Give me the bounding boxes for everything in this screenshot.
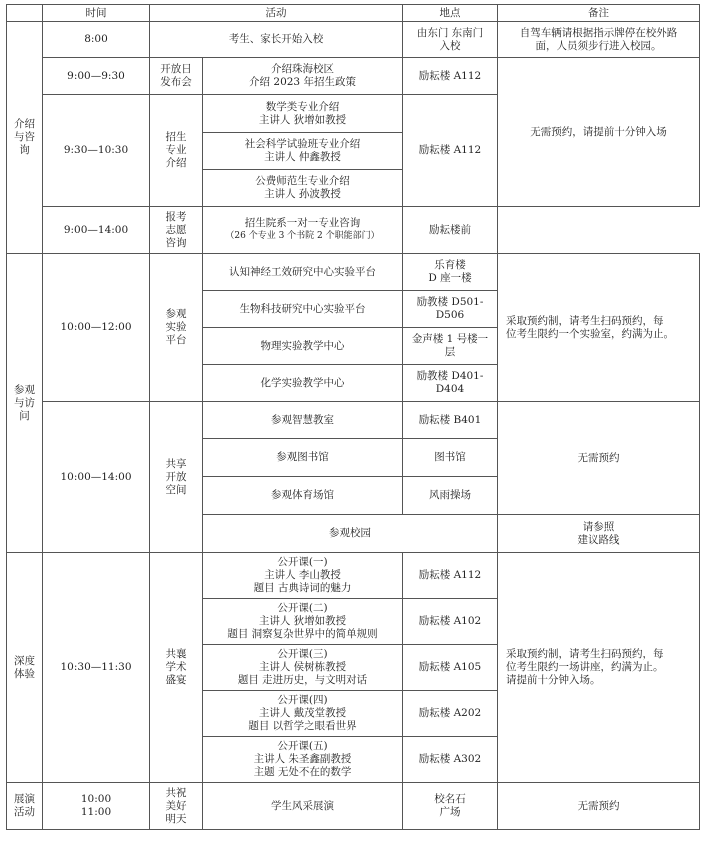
activity-cell: 化学实验教学中心 <box>203 365 403 402</box>
time-cell: 8:00 <box>43 22 150 58</box>
activity-detail: （26 个专业 3 个书院 2 个职能部门） <box>225 231 380 241</box>
location-cell: 校名石 广场 <box>403 783 498 830</box>
section-show: 展演 活动 <box>7 783 43 830</box>
remark-cell: 无需预约 <box>498 783 700 830</box>
section-intro: 介绍 与咨 询 <box>7 22 43 254</box>
time-cell: 10:30—11:30 <box>43 553 150 783</box>
activity-cell: 公费师范生专业介绍 主讲人 孙波教授 <box>203 170 403 207</box>
location-cell: 乐育楼 D 座一楼 <box>403 254 498 291</box>
schedule-table <box>6 4 700 830</box>
header-remarks: 备注 <box>498 5 700 22</box>
activity-cell: 公开课(五) 主讲人 朱圣鑫副教授 主题 无处不在的数学 <box>203 737 403 783</box>
location-cell: 励耘楼 A112 <box>403 553 498 599</box>
time-cell: 10:00—14:00 <box>43 402 150 553</box>
remark-cell: 采取预约制，请考生扫码预约，每 位考生限约一场讲座，约满为止。 请提前十分钟入场。 <box>498 553 700 783</box>
category-cell: 共享 开放 空间 <box>150 402 203 553</box>
activity-cell: 认知神经工效研究中心实验平台 <box>203 254 403 291</box>
activity-cell: 社会科学试验班专业介绍 主讲人 仲鑫教授 <box>203 133 403 170</box>
header-time: 时间 <box>43 5 150 22</box>
activity-cell: 物理实验教学中心 <box>203 328 403 365</box>
time-cell: 10:00 11:00 <box>43 783 150 830</box>
location-cell: 励耘楼 A112 <box>403 58 498 95</box>
remark-cell: 自驾车辆请根据指示牌停在校外路 面，人员须步行进入校园。 <box>498 22 700 58</box>
activity-cell: 考生、家长开始入校 <box>150 22 403 58</box>
location-cell: 金声楼 1 号楼一 层 <box>403 328 498 365</box>
location-cell: 风雨操场 <box>403 477 498 515</box>
location-cell: 励耘楼 B401 <box>403 402 498 439</box>
activity-cell: 参观图书馆 <box>203 439 403 477</box>
time-cell: 10:00—12:00 <box>43 254 150 402</box>
category-cell: 招生 专业 介绍 <box>150 95 203 207</box>
activity-cell: 公开课(三) 主讲人 侯树栋教授 题目 走进历史，与文明对话 <box>203 645 403 691</box>
remark-cell: 无需预约 <box>498 402 700 515</box>
category-cell: 参观 实验 平台 <box>150 254 203 402</box>
activity-cell: 公开课(一) 主讲人 李山教授 题目 古典诗词的魅力 <box>203 553 403 599</box>
location-cell: 励耘楼 A112 <box>403 95 498 207</box>
activity-cell: 介绍珠海校区 介绍 2023 年招生政策 <box>203 58 403 95</box>
table-row <box>7 402 700 439</box>
table-row <box>7 553 700 599</box>
activity-cell: 参观智慧教室 <box>203 402 403 439</box>
activity-title: 招生院系一对一专业咨询 <box>244 217 361 229</box>
category-cell: 共襄 学术 盛宴 <box>150 553 203 783</box>
activity-cell: 学生风采展演 <box>203 783 403 830</box>
location-cell: 励耘楼前 <box>403 207 498 254</box>
activity-cell: 数学类专业介绍 主讲人 狄增如教授 <box>203 95 403 133</box>
location-cell: 励耘楼 A302 <box>403 737 498 783</box>
activity-cell: 生物科技研究中心实验平台 <box>203 291 403 328</box>
header-row <box>7 5 700 22</box>
remark-cell: 请参照 建议路线 <box>498 515 700 553</box>
section-deep: 深度 体验 <box>7 553 43 783</box>
activity-cell: 参观校园 <box>203 515 498 553</box>
time-cell: 9:00—9:30 <box>43 58 150 95</box>
activity-cell <box>203 207 403 254</box>
time-cell: 9:30—10:30 <box>43 95 150 207</box>
activity-cell: 参观体育场馆 <box>203 477 403 515</box>
activity-cell: 公开课(二) 主讲人 狄增如教授 题目 洞察复杂世界中的简单规则 <box>203 599 403 645</box>
location-cell: 由东门 东南门 入校 <box>403 22 498 58</box>
category-cell: 报考 志愿 咨询 <box>150 207 203 254</box>
category-cell: 共祝 美好 明天 <box>150 783 203 830</box>
header-blank <box>7 5 43 22</box>
category-cell: 开放日 发布会 <box>150 58 203 95</box>
table-row <box>7 22 700 58</box>
table-row <box>7 254 700 291</box>
activity-cell: 公开课(四) 主讲人 戴茂堂教授 题目 以哲学之眼看世界 <box>203 691 403 737</box>
remark-cell: 无需预约，请提前十分钟入场 <box>498 58 700 207</box>
section-visit: 参观 与访 问 <box>7 254 43 553</box>
table-row <box>7 58 700 95</box>
header-activity: 活动 <box>150 5 403 22</box>
location-cell: 励耘楼 A202 <box>403 691 498 737</box>
location-cell: 励耘楼 A102 <box>403 599 498 645</box>
remark-cell: 采取预约制，请考生扫码预约，每 位考生限约一个实验室，约满为止。 <box>498 254 700 402</box>
location-cell: 励耘楼 A105 <box>403 645 498 691</box>
header-location: 地点 <box>403 5 498 22</box>
time-cell: 9:00—14:00 <box>43 207 150 254</box>
table-row <box>7 207 700 254</box>
location-cell: 励教楼 D501- D506 <box>403 291 498 328</box>
location-cell: 励教楼 D401- D404 <box>403 365 498 402</box>
location-cell: 图书馆 <box>403 439 498 477</box>
table-row <box>7 783 700 830</box>
